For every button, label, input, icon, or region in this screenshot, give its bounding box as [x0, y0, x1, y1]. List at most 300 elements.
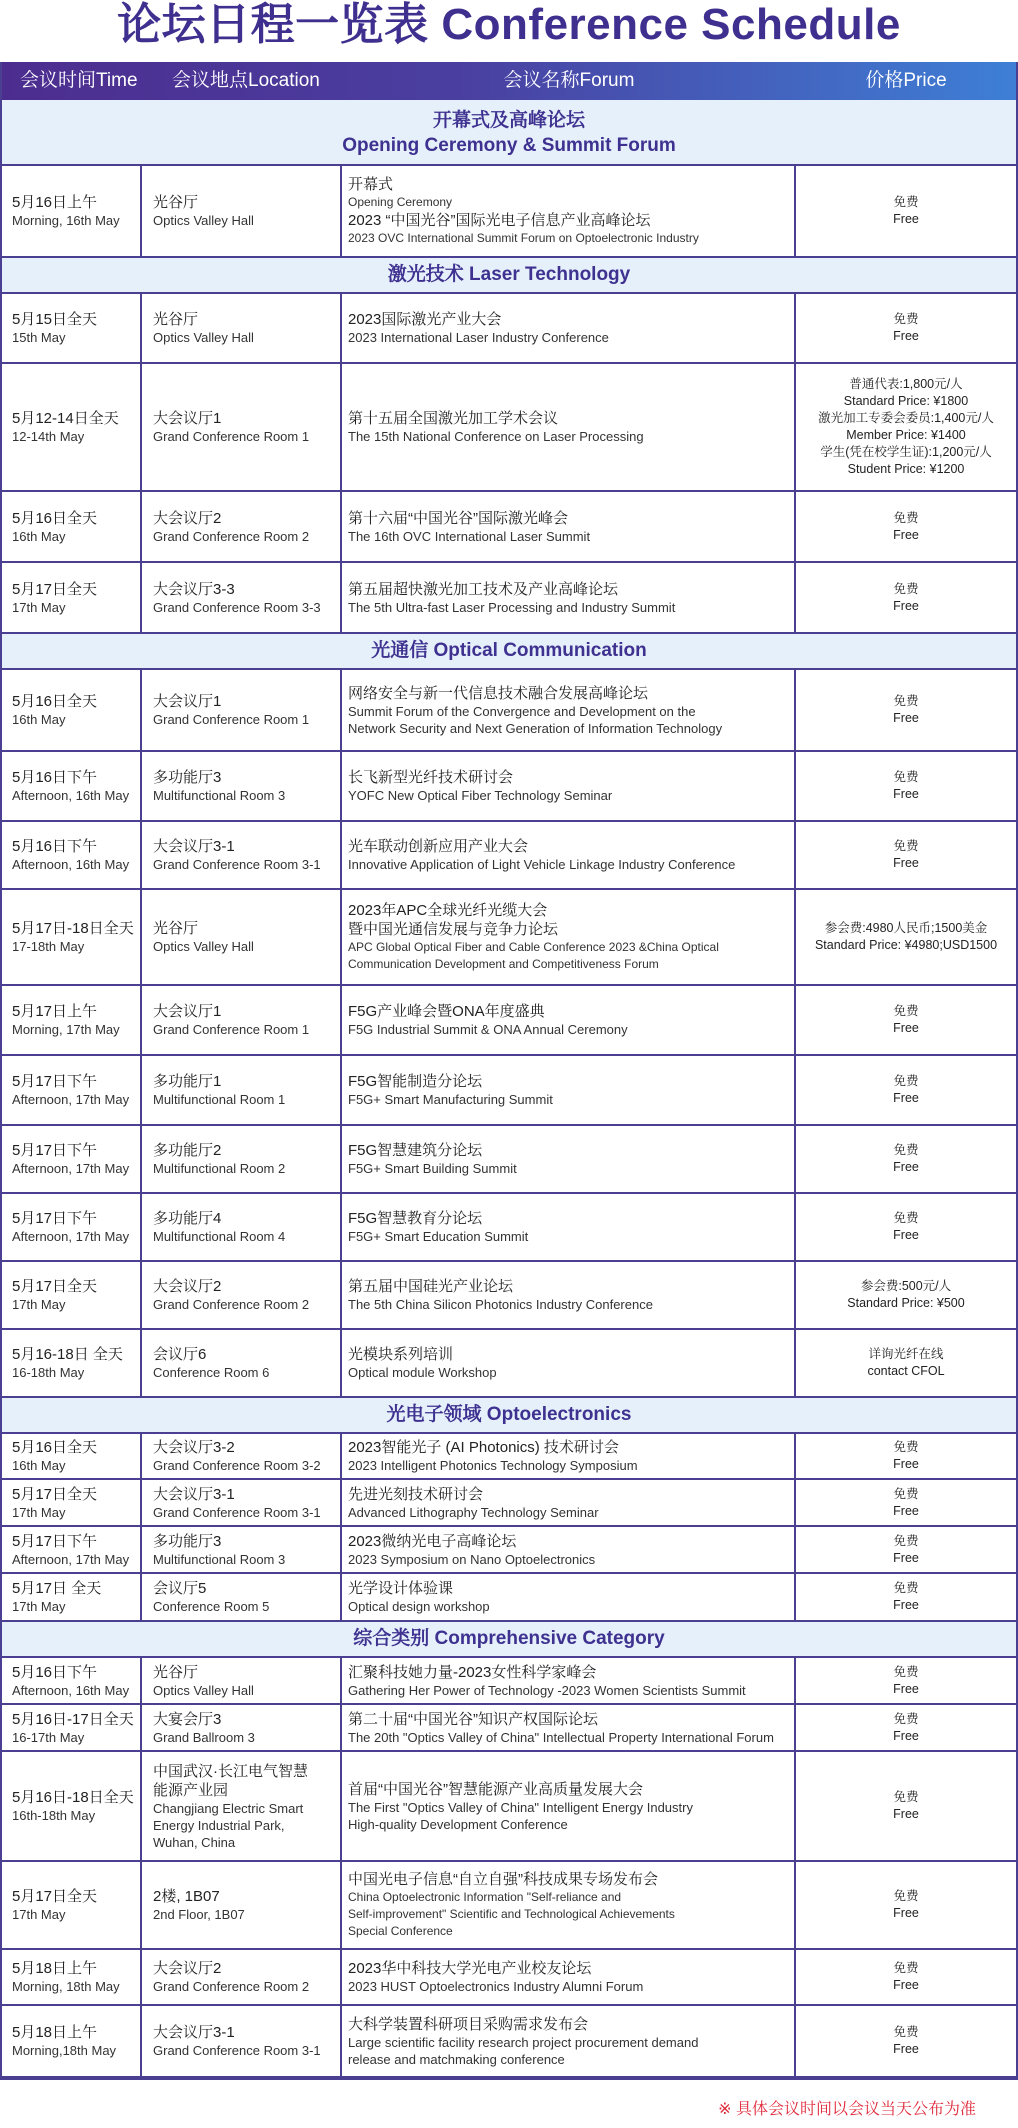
time-en: Morning, 18th May: [12, 1979, 120, 1994]
forum-title-zh: 开幕式: [348, 176, 394, 193]
forum-title-en: release and matchmaking conference: [348, 2051, 565, 2067]
forum-cell: [342, 1658, 796, 1703]
time-zh: 5月16日-18日全天: [12, 1789, 134, 1806]
forum-cell: [342, 294, 796, 362]
location-cell: [142, 1527, 342, 1572]
forum-title-en: Network Security and Next Generation of Information Technology: [348, 720, 723, 736]
forum-cell: [342, 1705, 796, 1750]
forum-cell: [342, 1194, 796, 1260]
forum-title-en: The 5th Ultra-fast Laser Processing and Industry Summit: [348, 599, 676, 615]
price-en: Member Price: ¥1400: [846, 428, 966, 442]
location-en: Grand Conference Room 3-1: [153, 857, 321, 872]
location-en: Grand Conference Room 3-2: [153, 1458, 321, 1473]
location-en: Multifunctional Room 3: [153, 1551, 286, 1567]
forum-title-zh: 汇聚科技她力量-2023女性科学家峰会: [348, 1663, 597, 1681]
location-zh: 会议厅6: [153, 1346, 207, 1363]
forum-cell: [342, 563, 796, 632]
forum-cell: [342, 2006, 796, 2076]
time-cell: [2, 1126, 142, 1192]
table-row: [2, 890, 1016, 986]
price-cell: [796, 822, 1016, 888]
price-cell: [796, 1126, 1016, 1192]
location-cell: [142, 1262, 342, 1328]
price-en: contact CFOL: [867, 1364, 945, 1378]
table-row: [2, 1262, 1016, 1330]
forum-cell: [342, 166, 796, 256]
forum-cell: [342, 1480, 796, 1525]
price-en: Free: [893, 527, 919, 542]
time-en: 16th May: [12, 528, 66, 544]
location-zh: 大会议厅3-3: [153, 580, 235, 598]
table-row: [2, 1434, 1016, 1480]
time-cell: [2, 670, 142, 750]
time-cell: [2, 364, 142, 490]
time-zh: 5月17日下午: [12, 1142, 98, 1159]
price-cell: [796, 1194, 1016, 1260]
section-heading: 激光技术 Laser Technology: [2, 258, 1016, 294]
price-zh: 免费: [893, 1664, 919, 1679]
forum-cell: [342, 670, 796, 750]
location-zh: 多功能厅3: [153, 769, 222, 786]
forum-title-zh: 第二十届“中国光谷”知识产权国际论坛: [348, 1710, 598, 1728]
header-time: 会议时间Time: [20, 70, 138, 91]
time-zh: 5月17日下午: [12, 1532, 98, 1550]
section-heading: [2, 100, 1016, 166]
location-zh: 多功能厅3: [153, 1532, 222, 1550]
location-zh: 大会议厅2: [153, 1960, 222, 1977]
price-zh: 免费: [893, 1581, 919, 1595]
table-row: [2, 2006, 1016, 2078]
time-cell: [2, 1705, 142, 1750]
time-cell: [2, 890, 142, 984]
time-en: Afternoon, 17th May: [12, 1161, 130, 1176]
price-en: Free: [893, 598, 919, 613]
forum-cell: [342, 364, 796, 490]
price-cell: [796, 1658, 1016, 1703]
location-zh: 大会议厅2: [153, 509, 222, 527]
time-zh: 5月16日全天: [12, 509, 98, 527]
forum-title-en: F5G+ Smart Education Summit: [348, 1229, 529, 1244]
forum-title-en: 2023 International Laser Industry Conference: [348, 330, 609, 345]
location-en: Optics Valley Hall: [153, 330, 254, 345]
price-cell: [796, 1705, 1016, 1750]
location-cell: [142, 1330, 342, 1396]
table-body: [2, 100, 1016, 2078]
time-cell: [2, 294, 142, 362]
location-en: Multifunctional Room 1: [153, 1092, 286, 1107]
forum-title-en: Optical module Workshop: [348, 1365, 497, 1380]
price-zh: 免费: [893, 195, 919, 209]
price-en: Free: [893, 1681, 919, 1696]
time-en: 16th-18th May: [12, 1808, 96, 1823]
time-cell: [2, 986, 142, 1054]
forum-title-zh: 暨中国光通信发展与竞争力论坛: [348, 921, 559, 938]
location-zh: 大会议厅3-2: [153, 1439, 235, 1456]
forum-cell: [342, 1862, 796, 1948]
forum-cell: [342, 986, 796, 1054]
forum-title-zh: 2023国际激光产业大会: [348, 311, 502, 328]
location-zh: 大会议厅3-1: [153, 838, 235, 855]
forum-title-en: The 5th China Silicon Photonics Industry Conference: [348, 1297, 653, 1312]
price-en: Free: [893, 2042, 919, 2056]
location-en: Grand Conference Room 1: [153, 429, 310, 444]
price-en: Free: [893, 1598, 919, 1612]
time-zh: 5月16日下午: [12, 1663, 98, 1681]
time-en: Afternoon, 17th May: [12, 1092, 130, 1107]
price-cell: [796, 1262, 1016, 1328]
time-cell: [2, 1862, 142, 1948]
price-zh: 免费: [893, 770, 919, 784]
location-zh: 大会议厅1: [153, 410, 222, 427]
time-en: 16th May: [12, 712, 66, 727]
time-cell: [2, 1194, 142, 1260]
forum-cell: [342, 1434, 796, 1478]
time-en: Morning, 17th May: [12, 1022, 120, 1037]
price-en: Free: [893, 212, 919, 226]
location-en: Grand Ballroom 3: [153, 1729, 255, 1745]
forum-cell: [342, 1527, 796, 1572]
price-cell: [796, 1330, 1016, 1396]
time-cell: [2, 166, 142, 256]
location-zh: 大会议厅2: [153, 1278, 222, 1295]
forum-cell: [342, 492, 796, 561]
location-cell: [142, 1574, 342, 1620]
forum-title-zh: 2023年APC全球光纤光缆大会: [348, 902, 548, 919]
price-zh: 免费: [893, 1889, 919, 1903]
price-en: Free: [893, 711, 919, 725]
time-en: Afternoon, 16th May: [12, 1682, 130, 1698]
time-cell: [2, 1658, 142, 1703]
price-cell: [796, 986, 1016, 1054]
time-en: Afternoon, 16th May: [12, 788, 130, 803]
location-zh: 光谷厅: [153, 311, 199, 328]
time-zh: 5月17日 全天: [12, 1580, 102, 1597]
forum-title-zh: F5G智能制造分论坛: [348, 1073, 483, 1090]
forum-title-zh: 第十五届全国激光加工学术会议: [348, 410, 559, 427]
forum-title-zh: 光学设计体验课: [348, 1580, 454, 1597]
price-cell: [796, 890, 1016, 984]
time-cell: [2, 1950, 142, 2004]
forum-cell: [342, 1262, 796, 1328]
time-zh: 5月18日上午: [12, 2024, 98, 2041]
forum-title-en: 2023 Intelligent Photonics Technology Symposium: [348, 1458, 638, 1473]
price-zh: 免费: [893, 581, 919, 596]
location-cell: [142, 1056, 342, 1124]
price-en: Free: [893, 1807, 919, 1821]
time-en: Morning,18th May: [12, 2043, 117, 2058]
price-en: Free: [893, 1091, 919, 1105]
location-cell: [142, 1752, 342, 1860]
location-en: Optics Valley Hall: [153, 213, 254, 228]
location-zh: 大宴会厅3: [153, 1710, 222, 1728]
location-cell: [142, 1950, 342, 2004]
price-en: Standard Price: ¥1800: [843, 394, 969, 408]
time-zh: 5月17日下午: [12, 1073, 98, 1090]
forum-title-en: Summit Forum of the Convergence and Development on the: [348, 703, 696, 719]
forum-title-en: 2023 Symposium on Nano Optoelectronics: [348, 1551, 596, 1567]
price-zh: 激光加工专委会委员:1,400元/人: [818, 411, 994, 425]
price-zh: 免费: [893, 1711, 919, 1726]
forum-title-zh: 2023 “中国光谷”国际光电子信息产业高峰论坛: [348, 212, 651, 229]
price-cell: [796, 1527, 1016, 1572]
forum-cell: [342, 822, 796, 888]
forum-title-zh: 长飞新型光纤技术研讨会: [348, 769, 514, 786]
time-en: Afternoon, 16th May: [12, 857, 130, 872]
forum-title-en: The 20th "Optics Valley of China" Intellectual Property International Forum: [348, 1729, 774, 1745]
location-en: Energy Industrial Park,: [153, 1817, 285, 1833]
section-heading: 综合类别 Comprehensive Category: [2, 1622, 1016, 1658]
price-zh: 免费: [893, 2025, 919, 2039]
header-price: 价格Price: [865, 70, 947, 91]
time-zh: 5月15日全天: [12, 311, 98, 328]
location-en: Multifunctional Room 3: [153, 788, 286, 803]
time-cell: [2, 822, 142, 888]
forum-cell: [342, 1950, 796, 2004]
section-title-zh: 开幕式及高峰论坛: [432, 110, 585, 131]
price-cell: [796, 364, 1016, 490]
table-header: [2, 62, 1016, 100]
time-en: 17th May: [12, 1599, 66, 1614]
location-en: Grand Conference Room 1: [153, 1022, 310, 1037]
forum-title-en: Communication Development and Competitiveness Forum: [348, 957, 659, 971]
price-en: Free: [893, 329, 919, 343]
price-zh: 参会费:4980人民币;1500美金: [824, 921, 988, 935]
table-row: [2, 1527, 1016, 1574]
location-zh: 大会议厅3-1: [153, 2024, 235, 2041]
time-cell: [2, 1574, 142, 1620]
forum-cell: [342, 1574, 796, 1620]
location-zh: 光谷厅: [153, 920, 199, 937]
time-zh: 5月17日全天: [12, 1888, 98, 1905]
location-en: Grand Conference Room 2: [153, 1979, 310, 1994]
time-cell: [2, 752, 142, 820]
forum-title-zh: 首届“中国光谷”智慧能源产业高质量发展大会: [348, 1780, 643, 1798]
schedule-table: [0, 62, 1018, 2080]
forum-title-zh: 中国光电子信息“自立自强”科技成果专场发布会: [348, 1871, 658, 1888]
location-zh: 光谷厅: [153, 194, 199, 211]
table-row: [2, 1480, 1016, 1527]
time-zh: 5月16日全天: [12, 1439, 98, 1456]
forum-cell: [342, 1330, 796, 1396]
price-cell: [796, 1056, 1016, 1124]
time-zh: 5月12-14日全天: [12, 410, 119, 427]
time-cell: [2, 1752, 142, 1860]
table-row: [2, 1705, 1016, 1752]
time-cell: [2, 492, 142, 561]
time-cell: [2, 2006, 142, 2076]
location-en: Grand Conference Room 2: [153, 528, 310, 544]
header-forum: 会议名称Forum: [503, 70, 635, 91]
forum-title-en: Opening Ceremony: [348, 195, 453, 209]
location-cell: [142, 166, 342, 256]
time-cell: [2, 1330, 142, 1396]
forum-title-zh: 第五届中国硅光产业论坛: [348, 1278, 514, 1295]
forum-title-zh: 光车联动创新应用产业大会: [348, 838, 529, 855]
price-cell: [796, 1752, 1016, 1860]
price-zh: 免费: [893, 1074, 919, 1088]
location-en: Grand Conference Room 1: [153, 712, 310, 727]
location-en: Conference Room 5: [153, 1599, 270, 1614]
time-en: 17-18th May: [12, 939, 85, 954]
forum-title-en: YOFC New Optical Fiber Technology Seminar: [348, 788, 613, 803]
time-en: 16-17th May: [12, 1729, 85, 1745]
time-en: 17th May: [12, 1907, 66, 1922]
location-zh: 大会议厅3-1: [153, 1485, 235, 1503]
price-cell: [796, 166, 1016, 256]
price-zh: 免费: [893, 694, 919, 708]
location-en: Wuhan, China: [153, 1834, 236, 1850]
forum-title-en: F5G Industrial Summit & ONA Annual Ceremony: [348, 1022, 628, 1037]
price-zh: 免费: [893, 839, 919, 853]
time-zh: 5月17日全天: [12, 1485, 98, 1503]
price-en: Free: [893, 1228, 919, 1242]
forum-title-zh: 2023智能光子 (AI Photonics) 技术研讨会: [348, 1439, 619, 1456]
forum-title-en: Optical design workshop: [348, 1599, 490, 1614]
time-cell: [2, 1262, 142, 1328]
location-zh: 大会议厅1: [153, 693, 222, 710]
table-row: [2, 822, 1016, 890]
forum-title-en: Large scientific facility research project procurement demand: [348, 2034, 699, 2050]
table-row: [2, 752, 1016, 822]
price-en: Free: [893, 1906, 919, 1920]
location-zh: 多功能厅1: [153, 1073, 222, 1090]
table-row: [2, 364, 1016, 492]
location-zh: 多功能厅4: [153, 1210, 222, 1227]
forum-title-zh: 第五届超快激光加工技术及产业高峰论坛: [348, 580, 619, 598]
price-zh: 免费: [893, 312, 919, 326]
price-cell: [796, 563, 1016, 632]
forum-title-zh: 大科学装置科研项目采购需求发布会: [348, 2015, 589, 2033]
forum-cell: [342, 1056, 796, 1124]
location-cell: [142, 752, 342, 820]
price-zh: 免费: [893, 1211, 919, 1225]
location-cell: [142, 822, 342, 888]
forum-cell: [342, 1126, 796, 1192]
table-row: [2, 1056, 1016, 1126]
location-zh: 光谷厅: [153, 1663, 199, 1681]
forum-title-zh: F5G智慧教育分论坛: [348, 1210, 483, 1227]
time-cell: [2, 563, 142, 632]
forum-cell: [342, 1752, 796, 1860]
price-en: Free: [893, 787, 919, 801]
price-zh: 免费: [893, 1486, 919, 1501]
table-row: [2, 166, 1016, 258]
location-cell: [142, 2006, 342, 2076]
table-row: [2, 1194, 1016, 1262]
price-en: Free: [893, 1550, 919, 1565]
section-heading: 光通信 Optical Communication: [2, 634, 1016, 670]
time-zh: 5月17日-18日全天: [12, 920, 134, 937]
location-en: Grand Conference Room 3-1: [153, 2043, 321, 2058]
price-zh: 普通代表:1,800元/人: [849, 377, 963, 391]
time-en: 17th May: [12, 1504, 66, 1520]
forum-title-zh: F5G智慧建筑分论坛: [348, 1142, 483, 1159]
forum-title-en: The 15th National Conference on Laser Processing: [348, 429, 644, 444]
location-zh: 能源产业园: [153, 1781, 229, 1799]
forum-title-zh: 先进光刻技术研讨会: [348, 1485, 484, 1503]
location-cell: [142, 563, 342, 632]
page-title: 论坛日程一览表 Conference Schedule: [117, 0, 901, 49]
table-row: [2, 1862, 1016, 1950]
price-en: Free: [893, 1503, 919, 1518]
forum-title-zh: 光模块系列培训: [348, 1346, 454, 1363]
forum-title-en: Special Conference: [348, 1924, 453, 1938]
location-cell: [142, 1434, 342, 1478]
time-zh: 5月17日全天: [12, 580, 98, 598]
price-en: Free: [893, 856, 919, 870]
price-cell: [796, 1480, 1016, 1525]
time-cell: [2, 1056, 142, 1124]
price-zh: 免费: [893, 1961, 919, 1975]
forum-title-zh: 第十六届“中国光谷”国际激光峰会: [348, 509, 568, 527]
price-cell: [796, 1434, 1016, 1478]
location-zh: 中国武汉·长江电气智慧: [153, 1762, 308, 1780]
forum-title-en: F5G+ Smart Building Summit: [348, 1161, 517, 1176]
table-row: [2, 1658, 1016, 1705]
forum-title-en: F5G+ Smart Manufacturing Summit: [348, 1092, 553, 1107]
location-cell: [142, 492, 342, 561]
forum-title-en: Advanced Lithography Technology Seminar: [348, 1504, 599, 1520]
time-en: Afternoon, 17th May: [12, 1229, 130, 1244]
time-zh: 5月18日上午: [12, 1960, 98, 1977]
forum-title-en: APC Global Optical Fiber and Cable Conference 2023 &China Optical: [348, 940, 719, 954]
price-cell: [796, 294, 1016, 362]
time-en: 16-18th May: [12, 1365, 85, 1380]
location-en: Changjiang Electric Smart: [153, 1800, 304, 1816]
price-en: Standard Price: ¥4980;USD1500: [814, 938, 998, 952]
location-en: Conference Room 6: [153, 1365, 270, 1380]
location-cell: [142, 670, 342, 750]
time-zh: 5月16日-17日全天: [12, 1710, 134, 1728]
forum-title-zh: 2023微纳光电子高峰论坛: [348, 1532, 517, 1550]
time-zh: 5月17日全天: [12, 1278, 98, 1295]
forum-title-en: 2023 OVC International Summit Forum on Optoelectronic Industry: [348, 231, 699, 245]
location-en: Optics Valley Hall: [153, 939, 254, 954]
price-cell: [796, 752, 1016, 820]
price-en: Free: [893, 1978, 919, 1992]
price-cell: [796, 670, 1016, 750]
time-en: 12-14th May: [12, 429, 85, 444]
location-zh: 多功能厅2: [153, 1142, 222, 1159]
price-en: Student Price: ¥1200: [847, 462, 965, 476]
forum-title-en: 2023 HUST Optoelectronics Industry Alumni Forum: [348, 1979, 644, 1994]
price-en: Free: [893, 1728, 919, 1743]
location-en: Multifunctional Room 2: [153, 1161, 286, 1176]
location-en: 2nd Floor, 1B07: [153, 1907, 245, 1922]
forum-title-en: The 16th OVC International Laser Summit: [348, 528, 591, 544]
table-row: [2, 1950, 1016, 2006]
table-row: [2, 563, 1016, 634]
price-en: Free: [893, 1160, 919, 1174]
time-en: Morning, 16th May: [12, 213, 120, 228]
time-zh: 5月16-18日 全天: [12, 1346, 123, 1363]
price-en: Free: [893, 1021, 919, 1035]
price-zh: 免费: [893, 1533, 919, 1548]
location-cell: [142, 294, 342, 362]
time-zh: 5月16日下午: [12, 838, 98, 855]
forum-title-zh: 2023华中科技大学光电产业校友论坛: [348, 1960, 592, 1977]
price-en: Standard Price: ¥500: [847, 1296, 965, 1310]
section-heading: 光电子领域 Optoelectronics: [2, 1398, 1016, 1434]
location-cell: [142, 1194, 342, 1260]
location-cell: [142, 364, 342, 490]
time-zh: 5月16日全天: [12, 693, 98, 710]
location-en: Grand Conference Room 2: [153, 1297, 310, 1312]
time-en: 16th May: [12, 1458, 66, 1473]
table-row: [2, 670, 1016, 752]
table-row: [2, 1126, 1016, 1194]
price-cell: [796, 1950, 1016, 2004]
